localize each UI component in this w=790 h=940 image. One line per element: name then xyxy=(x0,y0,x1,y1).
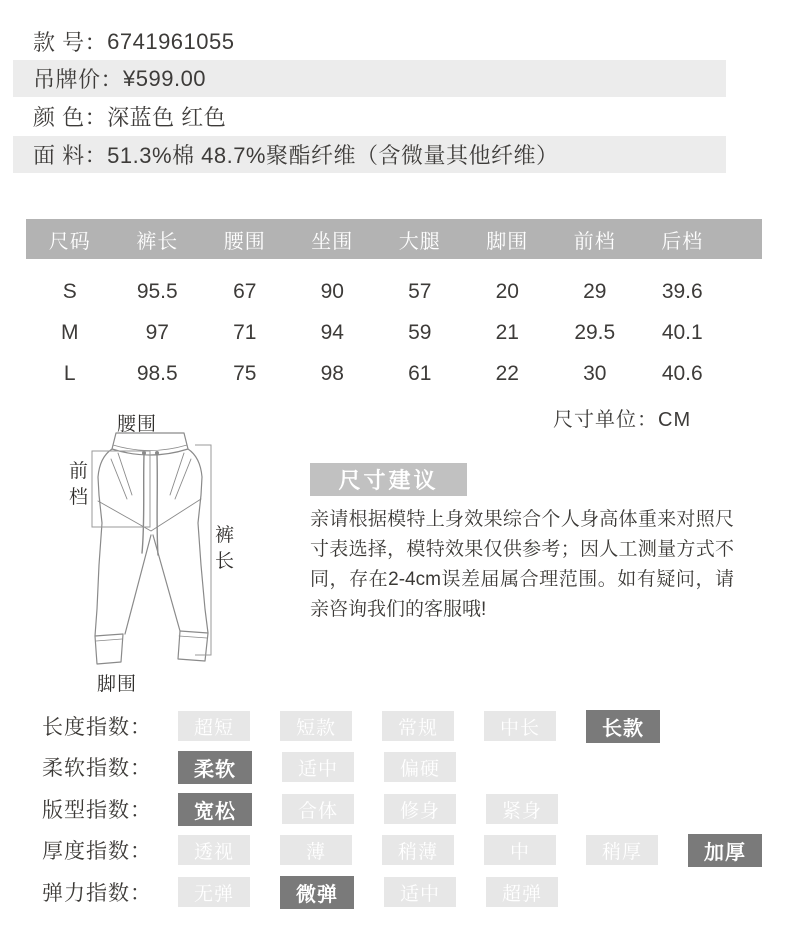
index-row-label: 厚度指数： xyxy=(42,840,152,863)
size-table-cell: M xyxy=(61,320,79,344)
option-chip[interactable]: 薄 xyxy=(280,835,352,865)
size-table-cell: 75 xyxy=(233,361,257,385)
size-table-cell: L xyxy=(63,361,76,385)
size-table-header-cell: 前档 xyxy=(573,230,616,253)
size-table-cell: 71 xyxy=(233,320,257,344)
size-table-cell: 67 xyxy=(233,279,257,303)
spec-label: 面 料： xyxy=(33,143,108,168)
length-label: 裤长 xyxy=(215,525,235,572)
option-chip[interactable]: 紧身 xyxy=(486,794,558,824)
option-chip[interactable]: 透视 xyxy=(178,835,250,865)
size-table-cell: S xyxy=(62,279,77,303)
option-chip[interactable]: 超短 xyxy=(178,711,250,741)
size-table-cell: 95.5 xyxy=(136,279,178,303)
size-table-cell: 29.5 xyxy=(574,320,616,344)
option-chip-selected[interactable]: 柔软 xyxy=(178,751,252,784)
size-table-cell: 30 xyxy=(583,361,607,385)
size-unit-note: 尺寸单位：CM xyxy=(553,409,692,431)
option-chip[interactable]: 合体 xyxy=(282,794,354,824)
size-table-header-cell: 坐围 xyxy=(311,230,354,253)
size-table-cell: 94 xyxy=(320,320,344,344)
pants-line-drawing xyxy=(55,403,310,698)
index-row-label: 柔软指数： xyxy=(42,757,152,780)
size-table-row-l xyxy=(26,353,726,394)
leg-opening-label: 脚围 xyxy=(97,674,138,695)
size-table-cell: 22 xyxy=(495,361,519,385)
option-chip[interactable]: 修身 xyxy=(384,794,456,824)
front-rise-label: 前档 xyxy=(69,461,89,508)
chip-group xyxy=(178,834,762,867)
option-chip-selected[interactable]: 宽松 xyxy=(178,793,252,826)
size-table-cell: 57 xyxy=(408,279,432,303)
chip-group xyxy=(178,793,558,826)
index-row-label: 版型指数： xyxy=(42,799,152,822)
option-chip[interactable]: 短款 xyxy=(280,711,352,741)
size-table-header xyxy=(26,219,762,259)
size-table-row-s xyxy=(26,271,726,312)
option-chip[interactable]: 稍薄 xyxy=(382,835,454,865)
index-row-fit xyxy=(42,791,558,827)
size-table-header-cell: 大腿 xyxy=(398,230,441,253)
spec-row-tag-price xyxy=(13,60,726,97)
size-table-cell: 98 xyxy=(320,361,344,385)
size-table-header-cell: 裤长 xyxy=(136,230,179,253)
option-chip[interactable]: 无弹 xyxy=(178,877,250,907)
spec-value: 51.3%棉 48.7%聚酯纤维（含微量其他纤维） xyxy=(107,143,559,168)
index-row-label: 长度指数： xyxy=(42,716,152,739)
size-table-cell: 59 xyxy=(408,320,432,344)
option-chip-selected[interactable]: 加厚 xyxy=(688,834,762,867)
size-table-cell: 97 xyxy=(145,320,169,344)
size-table-cell: 40.1 xyxy=(661,320,703,344)
option-chip[interactable]: 偏硬 xyxy=(384,752,456,782)
spec-value: 6741961055 xyxy=(107,28,235,54)
index-row-thickness xyxy=(42,832,762,868)
index-row-label: 弹力指数： xyxy=(42,882,152,905)
spec-label: 吊牌价： xyxy=(33,67,124,92)
index-row-softness xyxy=(42,749,456,785)
size-table-header-grid xyxy=(26,225,726,254)
spec-label: 款 号： xyxy=(33,30,108,55)
spec-row-color xyxy=(13,98,726,135)
pants-measurement-diagram xyxy=(55,403,310,698)
chip-group xyxy=(178,751,456,784)
waist-label: 腰围 xyxy=(117,414,158,435)
option-chip-selected[interactable]: 长款 xyxy=(586,710,660,743)
index-row-stretch xyxy=(42,874,558,910)
option-chip[interactable]: 稍厚 xyxy=(586,835,658,865)
size-table-cell: 20 xyxy=(495,279,519,303)
size-table-cell: 98.5 xyxy=(136,361,178,385)
index-row-length xyxy=(42,708,660,744)
size-table-header-cell: 腰围 xyxy=(223,230,266,253)
spec-label: 颜 色： xyxy=(33,105,108,130)
option-chip[interactable]: 适中 xyxy=(282,752,354,782)
size-table-row-m xyxy=(26,312,726,353)
chip-group xyxy=(178,710,660,743)
option-chip[interactable]: 中 xyxy=(484,835,556,865)
option-chip[interactable]: 超弹 xyxy=(486,877,558,907)
spec-value: 深蓝色 红色 xyxy=(107,105,227,130)
option-chip-selected[interactable]: 微弹 xyxy=(280,876,354,909)
size-advice-title: 尺寸建议 xyxy=(310,463,467,496)
spec-value: ¥599.00 xyxy=(123,65,207,91)
size-table-header-cell: 脚围 xyxy=(486,230,529,253)
chip-group xyxy=(178,876,558,909)
size-advice-text: 亲请根据模特上身效果综合个人身高体重来对照尺寸表选择，模特效果仅供参考；因人工测量方式不同，存在2-4cm误差届属合理范围。如有疑问，请亲咨询我们的客服哦! xyxy=(310,509,734,620)
size-table-cell: 29 xyxy=(583,279,607,303)
size-table-header-cell: 后档 xyxy=(661,230,704,253)
size-table-cell: 39.6 xyxy=(661,279,703,303)
spec-row-style-number xyxy=(13,23,726,60)
size-table-cell: 21 xyxy=(495,320,519,344)
size-table-header-cell: 尺码 xyxy=(48,230,91,253)
option-chip[interactable]: 适中 xyxy=(384,877,456,907)
size-table-cell: 61 xyxy=(408,361,432,385)
spec-row-fabric xyxy=(13,136,726,173)
option-chip[interactable]: 常规 xyxy=(382,711,454,741)
size-table-cell: 40.6 xyxy=(661,361,703,385)
option-chip[interactable]: 中长 xyxy=(484,711,556,741)
size-table-cell: 90 xyxy=(320,279,344,303)
